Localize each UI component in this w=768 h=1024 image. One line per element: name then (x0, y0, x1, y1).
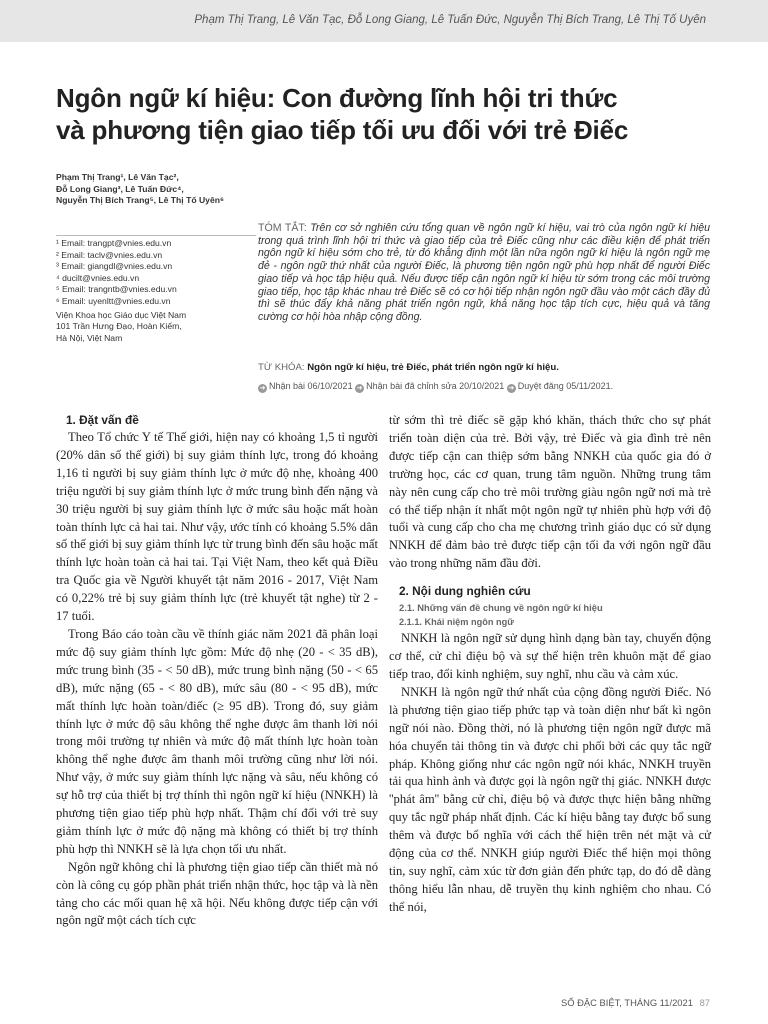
affiliation-line: Hà Nội, Việt Nam (56, 332, 123, 343)
title-line-2: và phương tiện giao tiếp tối ưu đối với trẻ Điếc (56, 115, 629, 145)
paragraph: Ngôn ngữ không chỉ là phương tiện giao tiếp cần thiết mà nó còn là công cụ góp phần phát triển nhận thức, học tập và là nền tảng cho các mối quan hệ xã hội. Nếu không được tiếp cận với ngôn ngữ một cách tích cực (56, 859, 378, 928)
article-dates (258, 381, 710, 393)
email-line: ² Email: taclv@vnies.edu.vn (56, 249, 163, 260)
paragraph: từ sớm thì trẻ điếc sẽ gặp khó khăn, thách thức cho sự phát triển toàn diện của trẻ. Bởi vậy, trẻ Điếc và gia đình trẻ nên được tiếp cận can thiệp sớm bằng NNKH của quốc gia đó ở trường học, các cơ quan, trung tâm nguồn. Những trung tâm này nên cung cấp cho trẻ môi trường giàu ngôn ngữ nơi mà trẻ có thể tiếp nhận ít nhất một ngôn ngữ tự nhiên phù hợp với độ tuổi và cung cấp cho cha mẹ chương trình giáo dục có sử dụng NNKH để đảm bảo trẻ được tiếp cận tối đa với ngôn ngữ đầu vào trong những năm đầu đời. (389, 413, 711, 571)
right-column (389, 412, 711, 917)
author-list (56, 172, 276, 207)
email-line: ⁶ Email: uyenltt@vnies.edu.vn (56, 295, 171, 306)
keywords (258, 362, 710, 373)
subsubsection-heading: 2.1.1. Khái niệm ngôn ngữ (399, 617, 514, 628)
revised-date: Nhận bài đã chỉnh sửa 20/10/2021 (366, 381, 505, 391)
arrow-right-icon: ➜ (356, 385, 363, 392)
email-line: ⁴ ducilt@vnies.edu.vn (56, 272, 140, 283)
keywords-text: Ngôn ngữ kí hiệu, trẻ Điếc, phát triển ngôn ngữ kí hiệu. (307, 362, 559, 373)
subsection-heading: 2.1. Những vấn đề chung về ngôn ngữ kí hiệu (399, 602, 603, 614)
arrow-right-icon: ➜ (259, 385, 266, 392)
keywords-label: TỪ KHÓA: (258, 362, 305, 373)
email-line: ³ Email: giangdl@vnies.edu.vn (56, 261, 173, 272)
affiliation-line: 101 Trần Hưng Đạo, Hoàn Kiếm, (56, 321, 182, 332)
received-date: Nhận bài 06/10/2021 (269, 381, 353, 391)
affiliation-line: Viện Khoa học Giáo dục Việt Nam (56, 309, 187, 320)
paragraph: Trong Báo cáo toàn cầu về thính giác năm 2021 đã phân loại mức độ suy giảm thính lực gồm: Mức độ nhẹ (20 - < 35 dB), mức trung bình (35 - < 50 dB), mức trung bình nặng (50 - < 65 dB), mức nặng (65 - < 80 dB), mức sâu (80 - < 95 dB), mức mất thính lực hoàn toàn/điếc (≥ 95 dB). Trong đó, suy giảm thính lực ở mức độ sâu không thể nghe được âm thanh lời nói trong môi trường tự nhiên và mức độ mất thính lực hoàn toàn không thể nghe được âm thanh môi trường cũng như lời nói. Như vậy, ở mức suy giảm thính lực nặng và sâu, nếu không có sự hỗ trợ của thiết bị trợ thính thì ngôn ngữ kí hiệu (NNKH) là phương tiện giao tiếp phù hợp nhất. Thậm chí đối với trẻ suy giảm thính lực ở mức độ nặng mà không có thiết bị trợ thính phù hợp thì NNKH sẽ là lựa chọn tối ưu nhất. (56, 626, 378, 856)
left-column (56, 412, 378, 930)
paragraph: NNKH là ngôn ngữ thứ nhất của cộng đồng người Điếc. Nó là phương tiện giao tiếp phức tạp và toàn diện như bất kì ngôn ngữ nói nào. Đồng thời, nó là phương tiện ngôn ngữ được mã hóa chuyển tải thông tin và được chi phối bởi các quy tắc ngữ pháp. Không giống như các ngôn ngữ nói khác, NNKH truyền tải qua hình ảnh và được gọi là ngôn ngữ thị giác. NNKH được ''phát âm'' bằng cử chỉ, điệu bộ và được thực hiện bằng những quy tắc ngữ pháp nhất định. Các kí hiệu bằng tay được bổ sung thêm và được bổ nghĩa với cách thể hiện trên nét mặt và cử động của cơ thể. NNKH giúp người Điếc thể hiện mọi thông tin, suy nghĩ, cảm xúc từ đơn giản đến phức tạp, do đó dễ dàng thông hiểu lẫn nhau, dễ truyền thụ kinh nghiệm cho nhau. Có thể nói, (389, 684, 711, 914)
journal-issue: SỐ ĐẶC BIỆT, THÁNG 11/2021 (560, 997, 693, 1008)
affiliation (56, 310, 256, 345)
header-authors: Phạm Thị Trang, Lê Văn Tạc, Đỗ Long Giang, Lê Tuấn Đức, Nguyễn Thị Bích Trang, Lê Thị Tố Uyên (194, 14, 706, 26)
abstract (258, 222, 710, 324)
author-line: Phạm Thị Trang¹, Lê Văn Tạc², (56, 172, 179, 182)
arrow-right-icon: ➜ (508, 385, 515, 392)
email-line: ⁵ Email: trangntb@vnies.edu.vn (56, 284, 177, 295)
running-header (0, 0, 768, 42)
section-heading: 1. Đặt vấn đề (66, 413, 139, 427)
author-emails (56, 235, 256, 344)
page-footer (520, 997, 710, 1008)
paragraph: Theo Tổ chức Y tế Thế giới, hiện nay có khoảng 1,5 tỉ người (20% dân số thế giới) bị suy giảm thính lực, trong đó khoảng 1,16 tỉ người bị suy giảm thính lực ở mức độ nhẹ, khoảng 400 triệu người bị suy giảm thính lực ở mức trung bình đến nặng và 30 triệu người bị suy giảm thính lực ở mức sâu hoặc mất hoàn toàn thính lực cả hai tai. Như vậy, ước tính có khoảng 5.5% dân số thế giới bị suy giảm thính lực từ trung bình đến sâu hoặc mất thính lực hoàn toàn cả hai tai. Tại Việt Nam, theo kết quả Điều tra Quốc gia về Người khuyết tật năm 2016 - 2017, Việt Nam có 0,22% trẻ bị suy giảm thính lực (trẻ khuyết tật nghe) từ 2 - 17 tuổi. (56, 430, 378, 624)
accepted-date: Duyệt đăng 05/11/2021. (517, 381, 614, 391)
title-line-1: Ngôn ngữ kí hiệu: Con đường lĩnh hội tri thức (56, 83, 618, 113)
paragraph: NNKH là ngôn ngữ sử dụng hình dạng bàn tay, chuyển động cơ thể, cử chỉ điệu bộ và sự thể hiện trên khuôn mặt để giao tiếp trao, đổi kinh nghiệm, suy nghĩ, nhu cầu và cảm xúc. (389, 631, 711, 681)
abstract-label: TÓM TẮT: (258, 222, 307, 234)
author-line: Đỗ Long Giang³, Lê Tuấn Đức⁴, (56, 183, 184, 194)
author-line: Nguyễn Thị Bích Trang⁵, Lê Thị Tố Uyên⁶ (56, 195, 224, 205)
section-heading: 2. Nội dung nghiên cứu (399, 584, 531, 599)
abstract-text: Trên cơ sở nghiên cứu tổng quan về ngôn ngữ kí hiệu, vai trò của ngôn ngữ kí hiệu trong quá trình lĩnh hội tri thức và giao tiếp của trẻ Điếc cũng như các điều kiện để phát triển ngôn ngữ kí hiệu sớm cho trẻ, từ đó khẳng định một lần nữa ngôn ngữ kí hiệu là ngôn ngữ mẹ đẻ - ngôn ngữ thứ nhất của người Điếc, là phương tiện ngôn ngữ phù hợp nhất để người Điếc giao tiếp và học tập hiệu quả. Nếu được tiếp cận ngôn ngữ kí hiệu từ sớm trong các môi trường giao tiếp, học tập khác nhau trẻ Điếc sẽ có cơ hội tiếp nhận ngôn ngữ đầu vào một cách đầy đủ thì sẽ thúc đẩy khả năng phát triển ngôn ngữ, khả năng học tập tích cực, hiệu quả và tăng cường cơ hội hòa nhập cộng đồng. (258, 222, 710, 323)
article-title (56, 82, 696, 146)
email-line: ¹ Email: trangpt@vnies.edu.vn (56, 238, 172, 248)
page-number: 87 (699, 997, 710, 1008)
